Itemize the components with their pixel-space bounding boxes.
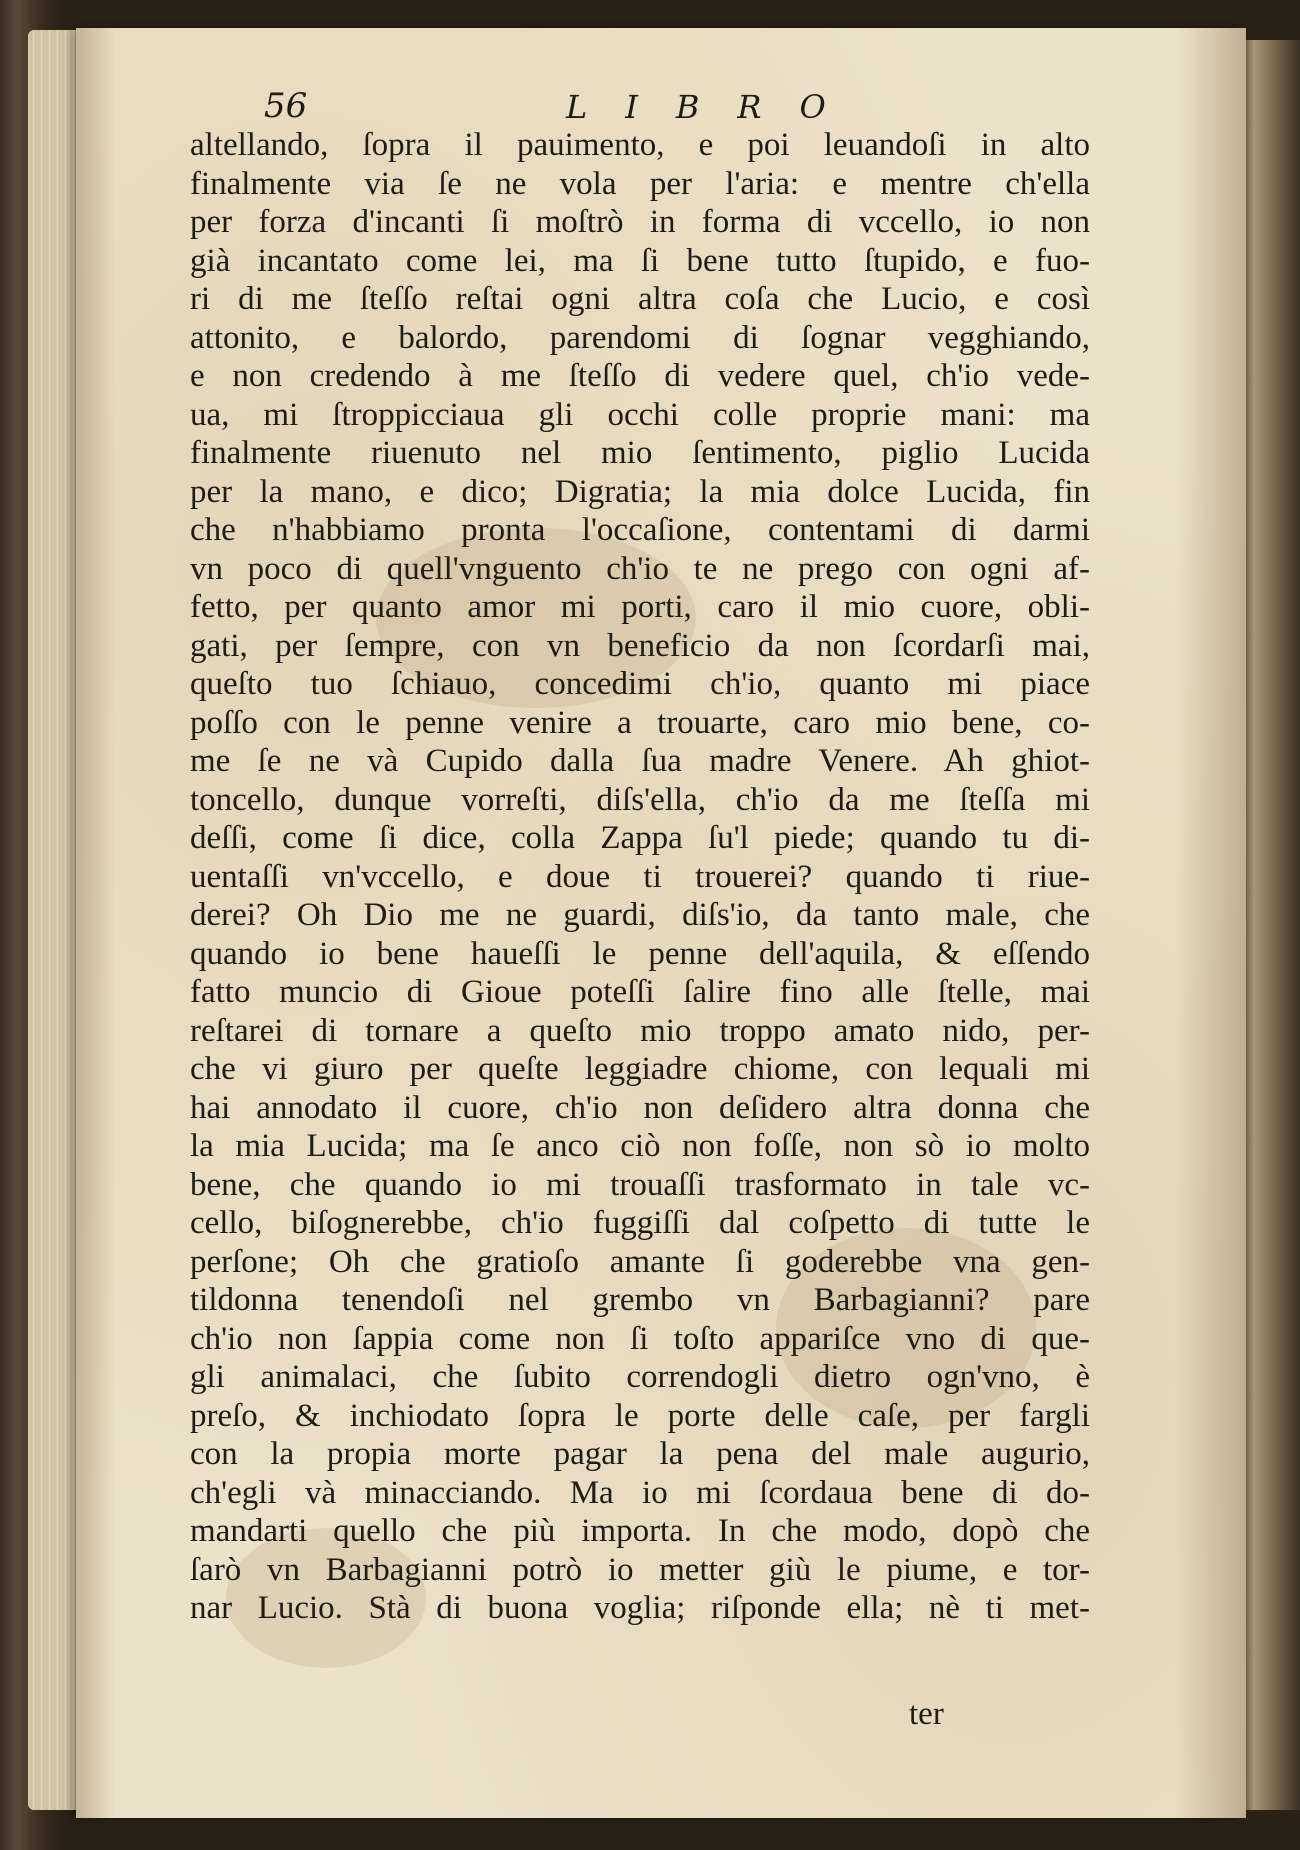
book-page bbox=[76, 28, 1246, 1818]
text-line: tildonna tenendoſi nel grembo vn Barbagianni? pare bbox=[190, 1282, 1090, 1318]
page-number: 56 bbox=[264, 86, 308, 126]
text-line: finalmente via ſe ne vola per l'aria: e mentre ch'ella bbox=[190, 165, 1090, 202]
text-line: hai annodato il cuore, ch'io non deſidero altra donna che bbox=[190, 1089, 1090, 1126]
text-line: mandarti quello che più importa. In che modo, dopò che bbox=[190, 1513, 1090, 1549]
text-line: ua, mi ſtroppicciaua gli occhi colle proprie mani: ma bbox=[190, 396, 1090, 433]
text-line: finalmente riuenuto nel mio ſentimento, piglio Lucida bbox=[190, 435, 1090, 471]
text-line: con la propia morte pagar la pena del male augurio, bbox=[190, 1436, 1090, 1472]
text-line: per la mano, e dico; Digratia; la mia dolce Lucida, fin bbox=[190, 473, 1090, 510]
text-line: ſarò vn Barbagianni potrò io metter giù le piume, e tor- bbox=[190, 1551, 1090, 1588]
running-head: LIBRO bbox=[566, 88, 864, 126]
text-line: uentaſſi vn'vccello, e doue ti trouerei? quando ti riue- bbox=[190, 858, 1090, 895]
text-line: perſone; Oh che gratioſo amante ſi goderebbe vna gen- bbox=[190, 1243, 1090, 1280]
text-line: fetto, per quanto amor mi porti, caro il mio cuore, obli- bbox=[190, 589, 1090, 625]
text-line: che vi giuro per queſte leggiadre chiome, con lequali mi bbox=[190, 1051, 1090, 1087]
text-line: gli animalaci, che ſubito correndogli dietro ogn'vno, è bbox=[190, 1359, 1090, 1395]
text-line: derei? Oh Dio me ne guardi, diſs'io, da tanto male, che bbox=[190, 897, 1090, 933]
text-line: reſtarei di tornare a queſto mio troppo amato nido, per- bbox=[190, 1012, 1090, 1049]
text-line: ch'egli và minacciando. Ma io mi ſcordaua bene di do- bbox=[190, 1474, 1090, 1511]
body-text bbox=[190, 126, 1090, 1628]
text-line: cello, biſognerebbe, ch'io fuggiſſi dal coſpetto di tutte le bbox=[190, 1205, 1090, 1241]
text-line: già incantato come lei, ma ſi bene tutto ſtupido, e fuo- bbox=[190, 242, 1090, 279]
text-line: deſſi, come ſi dice, colla Zappa ſu'l piede; quando tu di- bbox=[190, 820, 1090, 856]
text-line: nar Lucio. Stà di buona voglia; riſponde ella; nè ti met- bbox=[190, 1590, 1090, 1626]
text-line: ch'io non ſappia come non ſi toſto appariſce vno di que- bbox=[190, 1320, 1090, 1357]
text-line: ri di me ſteſſo reſtai ogni altra coſa che Lucio, e così bbox=[190, 281, 1090, 317]
text-line: fatto muncio di Gioue poteſſi ſalire fino alle ſtelle, mai bbox=[190, 974, 1090, 1010]
text-line: che n'habbiamo pronta l'occaſione, contentami di darmi bbox=[190, 512, 1090, 548]
text-line: poſſo con le penne venire a trouarte, caro mio bene, co- bbox=[190, 704, 1090, 741]
text-line: toncello, dunque vorreſti, diſs'ella, ch'io da me ſteſſa mi bbox=[190, 781, 1090, 818]
text-line: e non credendo à me ſteſſo di vedere quel, ch'io vede- bbox=[190, 358, 1090, 394]
text-line: quando io bene haueſſi le penne dell'aquila, & eſſendo bbox=[190, 935, 1090, 972]
text-line: preſo, & inchiodato ſopra le porte delle caſe, per fargli bbox=[190, 1397, 1090, 1434]
text-line: bene, che quando io mi trouaſſi trasformato in tale vc- bbox=[190, 1166, 1090, 1203]
text-line: gati, per ſempre, con vn beneficio da non ſcordarſi mai, bbox=[190, 627, 1090, 664]
text-line: per forza d'incanti ſi moſtrò in forma di vccello, io non bbox=[190, 204, 1090, 240]
text-line: queſto tuo ſchiauo, concedimi ch'io, quanto mi piace bbox=[190, 666, 1090, 702]
page-edges-right bbox=[1246, 40, 1300, 1810]
text-line: la mia Lucida; ma ſe anco ciò non foſſe, non sò io molto bbox=[190, 1128, 1090, 1164]
text-line: vn poco di quell'vnguento ch'io te ne prego con ogni af- bbox=[190, 550, 1090, 587]
catchword: ter bbox=[909, 1696, 944, 1732]
text-line: attonito, e balordo, parendomi di ſognar vegghiando, bbox=[190, 319, 1090, 356]
text-line: me ſe ne và Cupido dalla ſua madre Venere. Ah ghiot- bbox=[190, 743, 1090, 779]
text-line: altellando, ſopra il pauimento, e poi leuandoſi in alto bbox=[190, 127, 1090, 163]
